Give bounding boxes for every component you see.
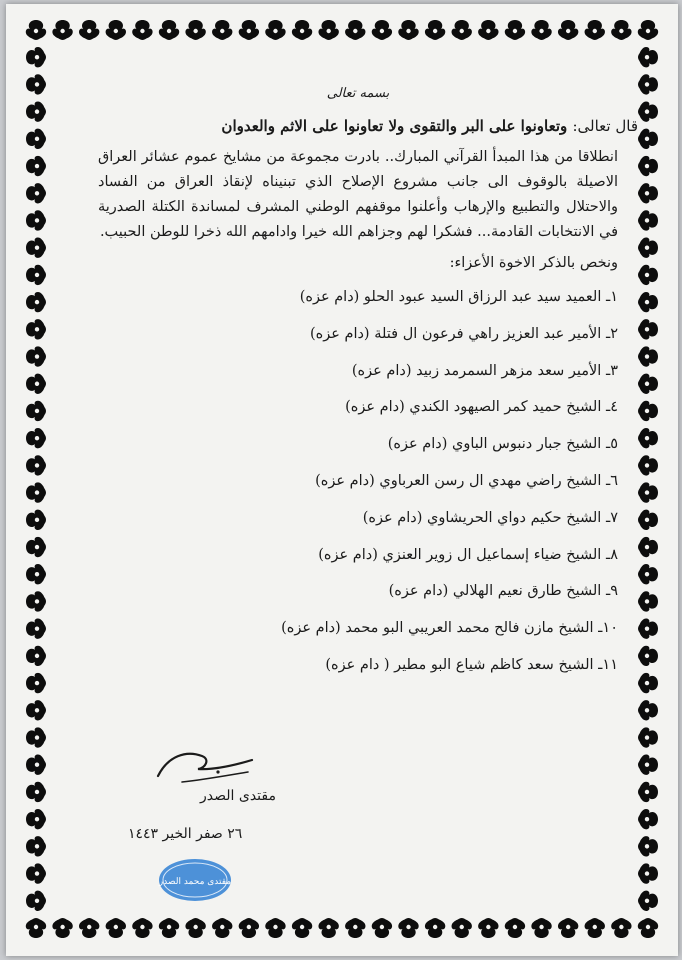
floral-ornament-icon	[531, 919, 551, 938]
floral-ornament-icon	[26, 265, 45, 285]
basmala-heading: بسمه تعالى	[326, 86, 390, 101]
floral-ornament-icon	[132, 20, 152, 39]
floral-ornament-icon	[639, 428, 658, 448]
floral-ornament-icon	[106, 919, 126, 938]
floral-ornament-icon	[265, 20, 285, 39]
floral-ornament-icon	[639, 74, 658, 94]
list-item: ١ـ العميد سيد عبد الرزاق السيد عبود الحلو (دام عزه)	[299, 289, 618, 305]
floral-ornament-icon	[26, 428, 45, 448]
list-item: ٧ـ الشيخ حكيم دواي الحريشاوي (دام عزه)	[362, 509, 618, 526]
floral-ornament-icon	[292, 919, 312, 938]
names-intro: ونخص بالذكر الاخوة الأعزاء:	[449, 255, 618, 271]
floral-ornament-icon	[239, 919, 259, 938]
floral-ornament-icon	[639, 47, 658, 67]
floral-ornament-icon	[639, 646, 658, 666]
floral-ornament-icon	[639, 183, 658, 203]
floral-ornament-icon	[639, 374, 658, 394]
floral-ornament-icon	[425, 20, 445, 39]
verse-lead: قال تعالى:	[572, 117, 638, 135]
floral-ornament-icon	[26, 47, 45, 67]
floral-ornament-icon	[611, 919, 631, 938]
floral-ornament-icon	[159, 20, 179, 39]
floral-ornament-icon	[26, 156, 45, 176]
floral-ornament-icon	[52, 919, 72, 938]
floral-ornament-icon	[639, 265, 658, 285]
floral-ornament-icon	[26, 891, 45, 911]
document-date: ٢٦ صفر الخير ١٤٤٣	[128, 826, 243, 842]
floral-ornament-icon	[26, 863, 45, 883]
seal-text: مقتدى محمد الصدر	[158, 877, 232, 887]
floral-ornament-icon	[639, 101, 658, 121]
floral-ornament-icon	[239, 20, 259, 39]
names-list	[98, 285, 618, 690]
list-item: ٩ـ الشيخ طارق نعيم الهلالي (دام عزه)	[388, 583, 618, 600]
floral-ornament-icon	[26, 238, 45, 258]
floral-ornament-icon	[639, 510, 658, 530]
verse-text: وتعاونوا على البر والتقوى ولا تعاونوا على الاثم والعدوان	[221, 117, 568, 135]
floral-ornament-icon	[478, 20, 498, 39]
floral-ornament-icon	[26, 210, 45, 230]
floral-ornament-icon	[398, 20, 418, 39]
floral-ornament-icon	[26, 618, 45, 638]
floral-ornament-icon	[26, 346, 45, 366]
floral-ornament-icon	[26, 700, 45, 720]
floral-ornament-icon	[639, 129, 658, 149]
letter-body: انطلاقا من هذا المبدأ القرآني المبارك.. بادرت مجموعة من مشايخ عموم عشائر العراق الاصيلة بالوقوف الى جانب مشروع الإصلاح الذي تبنيناه لإنقاذ العراق من الفساد والاحتلال والتطبيع والإرهاب وأعلنوا موقفهم الوطني المشرف لمساندة الكتلة الصدرية في الانتخابات القادمة... فشكرا لهم وجزاهم الله خيرا وادامهم الله ذخرا للوطن الحبيب.	[98, 149, 618, 240]
floral-ornament-icon	[26, 455, 45, 475]
quran-verse	[98, 117, 638, 135]
floral-ornament-icon	[79, 20, 99, 39]
floral-ornament-icon	[478, 919, 498, 938]
floral-ornament-icon	[639, 346, 658, 366]
list-item: ٤ـ الشيخ حميد كمر الصيهود الكندي (دام عزه)	[345, 399, 618, 416]
list-item: ٢ـ الأمير عبد العزيز راهي فرعون ال فتلة (دام عزه)	[309, 325, 618, 342]
floral-ornament-icon	[372, 20, 392, 39]
floral-ornament-icon	[639, 836, 658, 856]
floral-ornament-icon	[639, 564, 658, 584]
floral-ornament-icon	[639, 700, 658, 720]
floral-ornament-icon	[26, 646, 45, 666]
floral-ornament-icon	[531, 20, 551, 39]
floral-ornament-icon	[26, 292, 45, 312]
floral-ornament-icon	[639, 401, 658, 421]
floral-ornament-icon	[639, 591, 658, 611]
floral-ornament-icon	[639, 891, 658, 911]
list-item: ٣ـ الأمير سعد مزهر السمرمد زبيد (دام عزه)	[351, 362, 618, 379]
floral-ornament-icon	[639, 727, 658, 747]
signature-icon	[152, 742, 262, 792]
floral-ornament-icon	[398, 919, 418, 938]
floral-ornament-icon	[639, 809, 658, 829]
floral-ornament-icon	[212, 20, 232, 39]
floral-ornament-icon	[292, 20, 312, 39]
floral-ornament-icon	[26, 20, 46, 39]
floral-ornament-icon	[26, 673, 45, 693]
floral-ornament-icon	[26, 564, 45, 584]
floral-ornament-icon	[639, 292, 658, 312]
floral-ornament-icon	[452, 919, 472, 938]
letter-content	[98, 86, 638, 690]
floral-ornament-icon	[26, 591, 45, 611]
floral-ornament-icon	[639, 673, 658, 693]
floral-ornament-icon	[26, 919, 46, 938]
floral-ornament-icon	[26, 74, 45, 94]
floral-ornament-icon	[185, 20, 205, 39]
floral-ornament-icon	[319, 919, 339, 938]
floral-ornament-icon	[26, 510, 45, 530]
floral-ornament-icon	[639, 863, 658, 883]
floral-ornament-icon	[611, 20, 631, 39]
floral-ornament-icon	[505, 20, 525, 39]
seal-stamp-icon	[156, 856, 234, 904]
floral-ornament-icon	[26, 782, 45, 802]
floral-ornament-icon	[558, 20, 578, 39]
floral-ornament-icon	[26, 727, 45, 747]
floral-ornament-icon	[106, 20, 126, 39]
floral-ornament-icon	[319, 20, 339, 39]
list-item: ١٠ـ الشيخ مازن فالح محمد العريبي البو محمد (دام عزه)	[281, 620, 618, 637]
floral-ornament-icon	[159, 919, 179, 938]
floral-ornament-icon	[26, 537, 45, 557]
floral-ornament-icon	[26, 129, 45, 149]
floral-ornament-icon	[638, 919, 658, 938]
floral-ornament-icon	[265, 919, 285, 938]
floral-ornament-icon	[372, 919, 392, 938]
document-sheet	[6, 4, 678, 956]
floral-ornament-icon	[26, 101, 45, 121]
floral-ornament-icon	[212, 919, 232, 938]
floral-ornament-icon	[26, 809, 45, 829]
signer-name: مقتدى الصدر	[200, 788, 276, 804]
floral-ornament-icon	[425, 919, 445, 938]
floral-ornament-icon	[132, 919, 152, 938]
floral-ornament-icon	[26, 183, 45, 203]
floral-ornament-icon	[26, 374, 45, 394]
floral-ornament-icon	[52, 20, 72, 39]
floral-ornament-icon	[26, 319, 45, 339]
floral-ornament-icon	[345, 919, 365, 938]
list-item: ٦ـ الشيخ راضي مهدي ال رسن العرباوي (دام عزه)	[315, 472, 618, 489]
list-item: ٥ـ الشيخ جبار دنبوس الباوي (دام عزه)	[387, 436, 618, 453]
list-item: ٨ـ الشيخ ضياء إسماعيل ال زوير العنزي (دام عزه)	[318, 546, 618, 563]
floral-ornament-icon	[639, 210, 658, 230]
floral-ornament-icon	[185, 919, 205, 938]
floral-ornament-icon	[639, 755, 658, 775]
floral-ornament-icon	[452, 20, 472, 39]
floral-ornament-icon	[639, 537, 658, 557]
floral-ornament-icon	[26, 401, 45, 421]
floral-ornament-icon	[638, 20, 658, 39]
floral-ornament-icon	[26, 755, 45, 775]
floral-ornament-icon	[585, 919, 605, 938]
floral-ornament-icon	[345, 20, 365, 39]
floral-ornament-icon	[26, 836, 45, 856]
floral-ornament-icon	[79, 919, 99, 938]
floral-ornament-icon	[639, 319, 658, 339]
floral-ornament-icon	[639, 618, 658, 638]
floral-ornament-icon	[26, 482, 45, 502]
floral-ornament-icon	[639, 156, 658, 176]
floral-ornament-icon	[639, 455, 658, 475]
floral-ornament-icon	[505, 919, 525, 938]
floral-ornament-icon	[639, 238, 658, 258]
floral-ornament-icon	[585, 20, 605, 39]
list-item: ١١ـ الشيخ سعد كاظم شياع البو مطير ( دام عزه)	[325, 656, 618, 673]
floral-ornament-icon	[639, 782, 658, 802]
floral-ornament-icon	[558, 919, 578, 938]
floral-ornament-icon	[639, 482, 658, 502]
